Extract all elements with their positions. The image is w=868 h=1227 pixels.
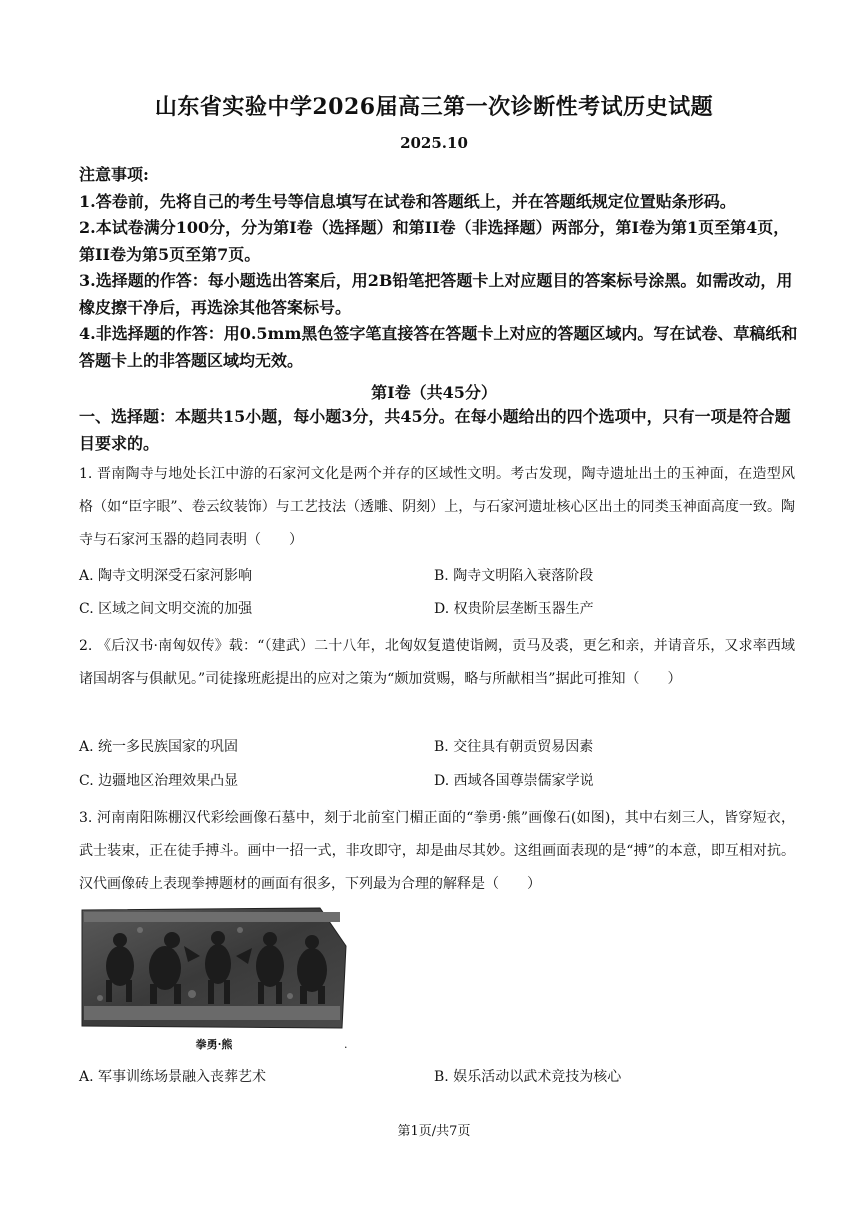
question-2-option-b: B. 交往具有朝贡贸易因素 [434,739,594,755]
stone-relief-image [80,906,348,1030]
question-2-option-a: A. 统一多民族国家的巩固 [79,739,239,755]
question-1-option-a: A. 陶寺文明深受石家河影响 [79,568,253,584]
exam-date: 2025.10 [400,134,468,152]
notice-heading: 注意事项: [79,165,149,184]
notice-item-2: 2.本试卷满分100分，分为第Ⅰ卷（选择题）和第II卷（非选择题）两部分，第Ⅰ卷为第1页至第4页，第II卷为第5页至第7页。 [79,218,790,264]
question-1-stem: 1. 晋南陶寺与地处长江中游的石家河文化是两个并存的区域性文明。考古发现，陶寺遗址出土的玉神面，在造型风格（如“臣字眼”、卷云纹装饰）与工艺技法（透雕、阴刻）上，与石家河遗址核心区出土的同类玉神面高度一致。陶寺与石家河玉器的趋同表明（ ） [79,466,795,548]
section-title: 第Ⅰ卷（共45分） [371,383,497,402]
exam-title: 山东省实验中学2026届高三第一次诊断性考试历史试题 [154,94,714,120]
notice-item-4: 4.非选择题的作答：用0.5mm黑色签字笔直接答在答题卡上对应的答题区域内。写在试卷、草稿纸和答题卡上的非答题区域均无效。 [79,324,798,370]
question-3-option-b: B. 娱乐活动以武术竞技为核心 [434,1069,622,1085]
notice-section [79,162,799,374]
question-2-option-c: C. 边疆地区治理效果凸显 [79,773,239,789]
figure-mark: . [344,1038,348,1051]
question-1-option-b: B. 陶寺文明陷入衰落阶段 [434,568,594,584]
question-3-option-a: A. 军事训练场景融入丧葬艺术 [79,1069,267,1085]
page-footer: 第1页/共7页 [397,1124,471,1139]
notice-item-1: 1.答卷前，先将自己的考生号等信息填写在试卷和答题纸上，并在答题纸规定位置贴条形码。 [79,191,736,211]
figure-caption: 拳勇·熊 [195,1038,233,1051]
question-2-stem: 2. 《后汉书·南匈奴传》载：“（建武）二十八年，北匈奴复遣使诣阙，贡马及裘，更乞和亲，并请音乐，又求率西域诸国胡客与俱献见。”司徒掾班彪提出的应对之策为“颇加赏赐，略与所献相当”据此可推知（ ） [79,638,795,687]
part-heading: 一、选择题：本题共15小题，每小题3分，共45分。在每小题给出的四个选项中，只有一项是符合题目要求的。 [79,407,791,453]
question-1-option-d: D. 权贵阶层垄断玉器生产 [434,601,594,617]
question-2-option-d: D. 西域各国尊崇儒家学说 [434,773,594,789]
notice-item-3: 3.选择题的作答：每小题选出答案后，用2B铅笔把答题卡上对应题目的答案标号涂黑。如需改动，用橡皮擦干净后，再选涂其他答案标号。 [79,271,793,317]
question-3-stem: 3. 河南南阳陈棚汉代彩绘画像石墓中，刻于北前室门楣正面的“拳勇·熊”画像石(如图)，其中右刻三人，皆穿短衣，武士装束，正在徒手搏斗。画中一招一式，非攻即守，却是曲尽其妙。这组画面表现的是“搏”的本意，即互相对抗。汉代画像砖上表现拳搏题材的画面有很多，下列最为合理的解释是（ ） [79,810,795,892]
question-1-option-c: C. 区域之间文明交流的加强 [79,601,253,617]
